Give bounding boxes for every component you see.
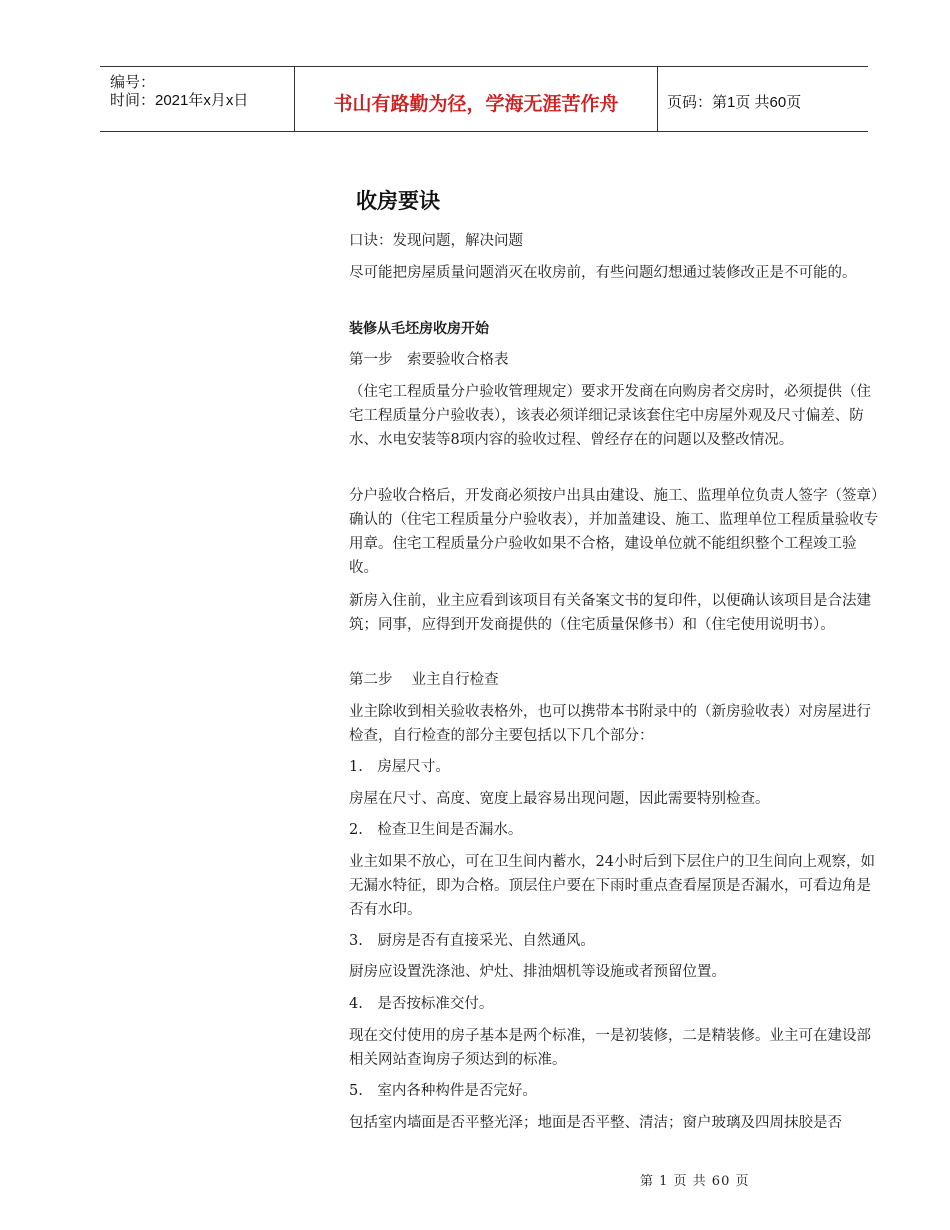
header-table xyxy=(100,66,868,132)
header-info-cell xyxy=(100,67,295,131)
footer-page-number: 第 1 页 共 60 页 xyxy=(640,1174,750,1189)
paragraph: 业主如果不放心，可在卫生间内蓄水，24小时后到下层住户的卫生间向上观察，如无漏水特征，即为合格。顶层住户要在下雨时重点查看屋顶是否漏水，可看边角是否有水印。 xyxy=(349,854,875,918)
list-item: 2. 检查卫生间是否漏水。 xyxy=(349,822,523,838)
document-title: 收房要诀 xyxy=(356,189,440,213)
paragraph: 新房入住前，业主应看到该项目有关备案文书的复印件，以便确认该项目是合法建筑；同事，应得到开发商提供的（住宅质量保修书）和（住宅使用说明书）。 xyxy=(349,593,871,633)
list-item: 1. 房屋尺寸。 xyxy=(349,759,450,775)
step-heading: 第一步 索要验收合格表 xyxy=(349,352,509,368)
header-page-cell xyxy=(658,67,868,131)
header-page-info: 页码：第1页 共60页 xyxy=(667,94,802,111)
list-item: 4. 是否按标准交付。 xyxy=(349,996,494,1012)
paragraph: （住宅工程质量分户验收管理规定）要求开发商在向购房者交房时，必须提供（住宅工程质量分户验收表），该表必须详细记录该套住宅中房屋外观及尺寸偏差、防水、水电安装等8项内容的验收过程、曾经存在的问题以及整改情况。 xyxy=(349,384,871,448)
time-label: 时间：2021年x月x日 xyxy=(110,92,249,109)
list-item: 5. 室内各种构件是否完好。 xyxy=(349,1083,537,1099)
paragraph: 分户验收合格后，开发商必须按户出具由建设、施工、监理单位负责人签字（签章）确认的（住宅工程质量分户验收表），并加盖建设、施工、监理单位工程质量验收专用章。住宅工程质量分户验收如果不合格，建设单位就不能组织整个工程竣工验收。 xyxy=(349,488,879,576)
paragraph: 业主除收到相关验收表格外，也可以携带本书附录中的（新房验收表）对房屋进行检查，自行检查的部分主要包括以下几个部分： xyxy=(349,704,871,744)
paragraph: 现在交付使用的房子基本是两个标准，一是初装修，二是精装修。业主可在建设部相关网站查询房子须达到的标准。 xyxy=(349,1028,871,1068)
paragraph: 包括室内墙面是否平整光泽；地面是否平整、清洁；窗户玻璃及四周抹胶是否 xyxy=(349,1115,842,1131)
paragraph: 房屋在尺寸、高度、宽度上最容易出现问题，因此需要特别检查。 xyxy=(349,791,770,807)
paragraph: 厨房应设置洗涤池、炉灶、排油烟机等设施或者预留位置。 xyxy=(349,964,726,980)
header-motto-cell xyxy=(295,67,658,131)
section-heading: 装修从毛坯房收房开始 xyxy=(349,321,489,337)
paragraph: 尽可能把房屋质量问题消灭在收房前，有些问题幻想通过装修改正是不可能的。 xyxy=(349,265,857,281)
paragraph: 口诀：发现问题，解决问题 xyxy=(349,233,523,249)
list-item: 3. 厨房是否有直接采光、自然通风。 xyxy=(349,933,595,949)
step-heading: 第二步 业主自行检查 xyxy=(349,672,499,688)
serial-label: 编号： xyxy=(110,74,156,91)
motto: 书山有路勤为径，学海无涯苦作舟 xyxy=(333,93,619,115)
